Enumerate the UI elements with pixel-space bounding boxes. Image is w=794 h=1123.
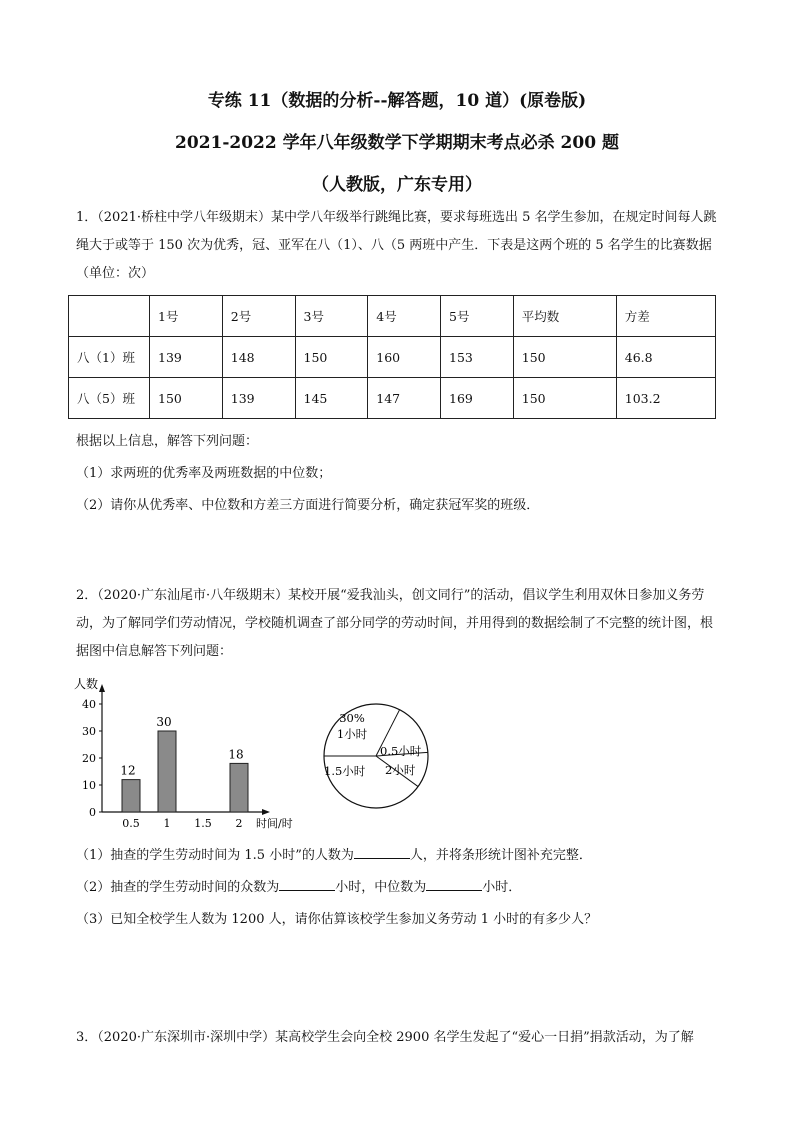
- x-axis-arrow: [262, 809, 270, 815]
- table-cell: 3号: [295, 296, 368, 337]
- bar-value-label: 30: [156, 715, 172, 729]
- q3-intro: 3．（2020·广东深圳市·深圳中学）某高校学生会向全校 2900 名学生发起了“爱心一日捐”捐款活动，为了解: [76, 1030, 694, 1045]
- y-axis-label: 人数: [74, 677, 99, 691]
- pie-chart: [316, 700, 436, 812]
- bar-value-label: 18: [228, 747, 244, 762]
- x-axis-label: 时间/时: [256, 817, 293, 830]
- q2-sub2-mid: 小时，中位数为: [335, 880, 427, 895]
- table-cell: 145: [295, 378, 368, 419]
- table-cell: 169: [441, 378, 514, 419]
- table-cell: 方差: [616, 296, 715, 337]
- doc-title: 专练 11（数据的分析--解答题，10 道）(原卷版): [207, 91, 587, 111]
- x-tick-label: 1: [163, 817, 171, 830]
- table-cell: 139: [150, 337, 223, 378]
- q1-data-table: [68, 295, 716, 419]
- bar-value-label: 12: [120, 763, 136, 778]
- bar-chart: [64, 672, 293, 832]
- pie-label: 1小时: [336, 727, 368, 741]
- table-cell: 153: [441, 337, 514, 378]
- y-tick-label: 30: [82, 725, 96, 738]
- table-cell: [69, 296, 150, 337]
- x-tick-label: 2: [235, 817, 243, 830]
- bar: [158, 731, 176, 812]
- doc-subtitle: 2021-2022 学年八年级数学下学期期末考点必杀 200 题: [175, 133, 619, 153]
- table-cell: 八（5）班: [69, 378, 150, 419]
- q2-sub2-text: （2）抽查的学生劳动时间的众数为: [76, 880, 280, 895]
- y-tick-label: 20: [82, 752, 96, 765]
- bar: [122, 780, 140, 812]
- table-cell: 147: [368, 378, 441, 419]
- table-cell: 平均数: [513, 296, 616, 337]
- table-cell: 148: [222, 337, 295, 378]
- table-cell: 5号: [441, 296, 514, 337]
- answer-blank[interactable]: [354, 846, 410, 859]
- q2-sub3: （3）已知全校学生人数为 1200 人，请你估算该校学生参加义务劳动 1 小时的有多少人？: [76, 912, 598, 927]
- q2-sub2-tail: 小时．: [482, 880, 522, 895]
- table-cell: 160: [368, 337, 441, 378]
- answer-blank[interactable]: [426, 878, 482, 891]
- x-tick-label: 1.5: [194, 817, 212, 830]
- y-tick-label: 40: [82, 698, 96, 711]
- table-cell: 150: [513, 378, 616, 419]
- table-cell: 1号: [150, 296, 223, 337]
- pie-label: 0.5小时: [380, 744, 422, 758]
- table-cell: 150: [513, 337, 616, 378]
- pie-label: 30%: [339, 711, 365, 725]
- table-row: [69, 378, 716, 419]
- q1-intro: 1．（2021·桥柱中学八年级期末）某中学八年级举行跳绳比赛，要求每班选出 5 名学生参加，在规定时间每人跳绳大于或等于 150 次为优秀，冠、亚军在八（1）、八（5 两班中产生．下表是这两个班的 5 名学生的比赛数据（单位：次）: [76, 210, 717, 281]
- table-cell: 150: [150, 378, 223, 419]
- q1-sub2: （2）请你从优秀率、中位数和方差三方面进行简要分析，确定获冠军奖的班级．: [76, 498, 540, 513]
- y-tick-label: 0: [89, 806, 96, 819]
- answer-blank[interactable]: [279, 878, 335, 891]
- table-cell: 4号: [368, 296, 441, 337]
- table-cell: 2号: [222, 296, 295, 337]
- pie-label: 1.5小时: [324, 764, 366, 778]
- q2-intro: 2．（2020·广东汕尾市·八年级期末）某校开展“爱我汕头，创文同行”的活动，倡议学生利用双休日参加义务劳动，为了解同学们劳动情况，学校随机调查了部分同学的劳动时间，并用得到的数据绘制了不完整的统计图，根据图中信息解答下列问题：: [76, 588, 714, 659]
- q2-sub1-tail: 人，并将条形统计图补充完整．: [409, 848, 592, 863]
- table-cell: 150: [295, 337, 368, 378]
- x-tick-label: 0.5: [122, 817, 140, 830]
- bar: [230, 763, 248, 812]
- q2-sub2: [76, 876, 521, 895]
- y-tick-label: 10: [82, 779, 96, 792]
- q2-sub1: [76, 844, 592, 863]
- q1-sub1: （1）求两班的优秀率及两班数据的中位数；: [76, 466, 332, 481]
- doc-edition: （人教版，广东专用）: [312, 175, 482, 195]
- table-cell: 139: [222, 378, 295, 419]
- table-header-row: [69, 296, 716, 337]
- table-cell: 46.8: [616, 337, 715, 378]
- pie-label: 2小时: [385, 763, 416, 777]
- q2-sub1-text: （1）抽查的学生劳动时间为 1.5 小时”的人数为: [76, 848, 354, 863]
- table-row: [69, 337, 716, 378]
- y-axis-arrow: [99, 684, 105, 692]
- q1-prompt: 根据以上信息，解答下列问题：: [76, 434, 259, 449]
- table-cell: 103.2: [616, 378, 715, 419]
- table-cell: 八（1）班: [69, 337, 150, 378]
